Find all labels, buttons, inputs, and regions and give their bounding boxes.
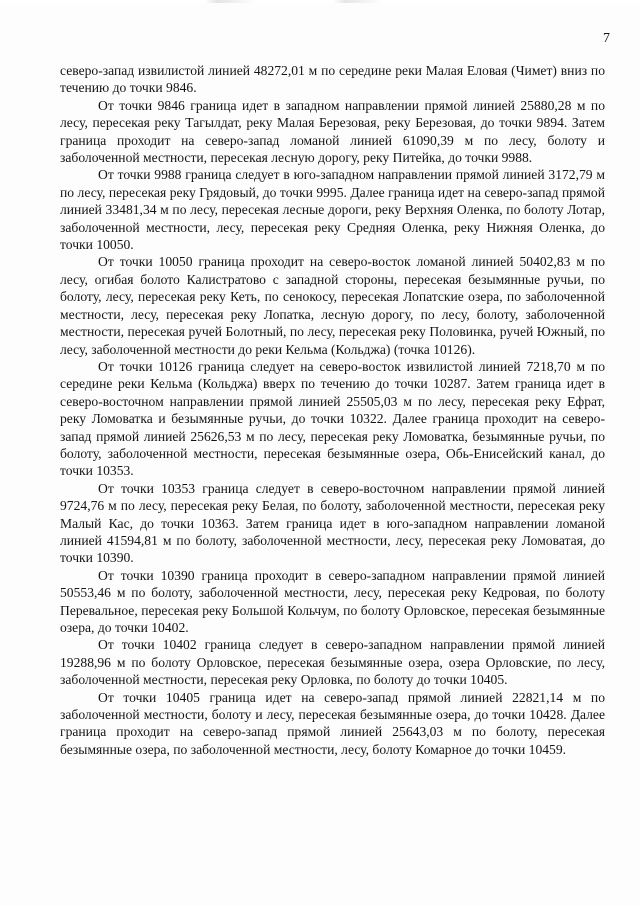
paragraph-point-10050: От точки 10050 граница проходит на северо-восток ломаной линией 50402,83 м по лесу, огибая болото Калистратово с западной стороны, пересекая безымянные ручьи, по болоту, лесу, пересекая реку Кеть, по сенокосу, пересекая Лопатские озера, по заболоченной местности, лесу, пересекая реку Лопатка, лесную дорогу, по лесу, болоту, заболоченной местности, пересекая ручей Болотный, по лесу, пересекая реку Половинка, ручей Южный, по лесу, заболоченной местности до реки Кельма (Кольджа) (точка 10126). [60,254,605,357]
paragraph-point-10390: От точки 10390 граница проходит в северо-западном направлении прямой линией 50553,46 м по болоту, заболоченной местности, лесу, пересекая реку Кедровая, по болоту Перевальное, пересекая реку Большой Кольчум, по болоту Орловское, пересекая безымянные озера, до точки 10402. [60,567,605,635]
paragraph-point-10405: От точки 10405 граница идет на северо-запад прямой линией 22821,14 м по заболоченной местности, болоту и лесу, пересекая безымянные озера, до точки 10428. Далее граница проходит на северо-запад прямой линией 25643,03 м по болоту, пересекая безымянные озера, по заболоченной местности, лесу, болоту Комарное до точки 10459. [60,689,605,757]
paragraph-point-10402: От точки 10402 граница следует в северо-западном направлении прямой линией 19288,96 м по болоту Орловское, пересекая безымянные озера, озера Орловские, по лесу, заболоченной местности, пересекая реку Орловка, по болоту до точки 10405. [60,637,605,688]
scan-edge-artifact [0,0,640,3]
document-body [60,62,605,758]
paragraph-continuation: северо-запад извилистой линией 48272,01 м по середине реки Малая Еловая (Чимет) вниз по течению до точки 9846. [60,63,605,96]
paragraph-point-9988: От точки 9988 граница следует в юго-западном направлении прямой линией 3172,79 м по лесу, пересекая реку Грядовый, до точки 9995. Далее граница идет на северо-запад прямой линией 33481,34 м по лесу, пересекая лесные дороги, реку Верхняя Оленка, по болоту Лотар, заболоченной местности, лесу, пересекая реку Средняя Оленка, реку Нижняя Оленка, до точки 10050. [60,167,605,253]
page-number: 7 [603,31,610,46]
paragraph-point-9846: От точки 9846 граница идет в западном направлении прямой линией 25880,28 м по лесу, пересекая реку Тагылдат, реку Малая Березовая, реку Березовая, до точки 9894. Затем граница проходит на северо-запад ломаной линией 61090,39 м по лесу, болоту и заболоченной местности, пересекая лесную дорогу, реку Питейка, до точки 9988. [60,97,605,166]
paragraph-point-10353: От точки 10353 граница следует в северо-восточном направлении прямой линией 9724,76 м по лесу, пересекая реку Белая, по болоту, заболоченной местности, пересекая реку Малый Кас, до точки 10363. Затем граница идет в юго-западном направлении ломаной линией 41594,81 м по болоту, заболоченной местности, лесу, пересекая реку Ломоватая, до точки 10390. [60,480,605,566]
paragraph-point-10126: От точки 10126 граница следует на северо-восток извилистой линией 7218,70 м по середине реки Кельма (Кольджа) вверх по течению до точки 10287. Затем граница идет в северо-восточном направлении прямой линией 25505,03 м по лесу, пересекая реку Ефрат, реку Ломоватка и безымянные ручьи, до точки 10322. Далее граница проходит на северо-запад прямой линией 25626,53 м по лесу, пересекая реку Ломоватка, безымянные ручьи, по болоту, заболоченной местности, пересекая безымянные озера, Обь-Енисейский канал, до точки 10353. [60,358,605,479]
